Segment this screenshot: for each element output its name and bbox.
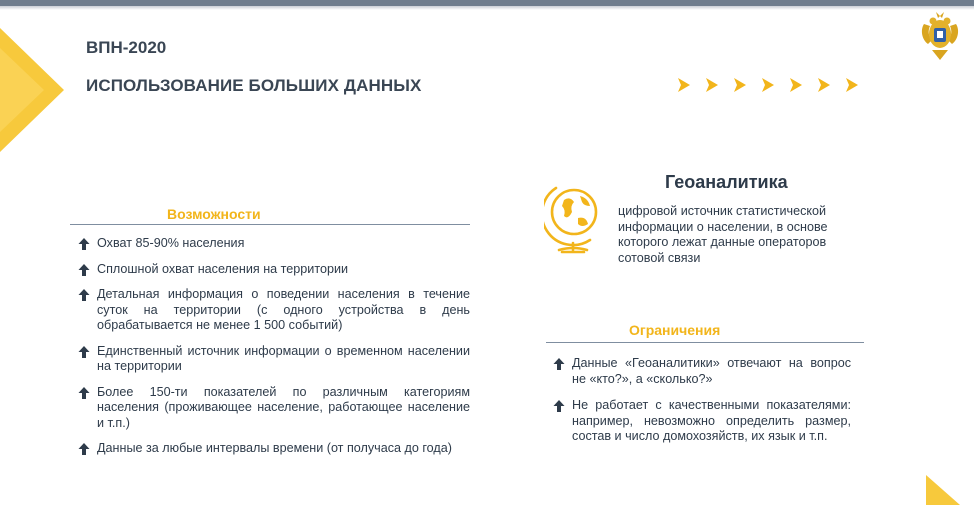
chevron-right-icon	[678, 78, 690, 92]
list-item-text: Детальная информация о поведении населения в течение суток на территории (с одного устройства в день обрабатывается не менее 1 500 событий)	[97, 287, 470, 332]
arrow-up-icon	[78, 346, 90, 358]
list-item-text: Более 150-ти показателей по различным категориям населения (проживающее население, работающее население и т.п.)	[97, 384, 470, 430]
arrow-up-icon	[78, 238, 90, 250]
corner-triangle-decoration	[0, 28, 64, 152]
list-item-text: Сплошной охват населения на территории	[97, 261, 349, 276]
arrow-up-icon	[78, 289, 90, 301]
list-item	[553, 356, 851, 387]
chevron-right-icon	[734, 78, 746, 92]
list-item	[78, 236, 470, 252]
list-item-text: Данные «Геоаналитики» отвечают на вопрос не «кто?», а «сколько?»	[572, 356, 851, 386]
chevron-right-icon	[790, 78, 802, 92]
list-item	[78, 344, 470, 375]
geoanalytics-description: цифровой источник статистической информации о населении, в основе которого лежат данные операторов сотовой связи	[618, 204, 828, 265]
list-item	[78, 385, 470, 432]
page-subtitle: ИСПОЛЬЗОВАНИЕ БОЛЬШИХ ДАННЫХ	[86, 76, 422, 95]
arrow-up-icon	[78, 264, 90, 276]
corner-triangle-decoration	[926, 475, 960, 505]
arrow-up-icon	[78, 387, 90, 399]
list-item	[78, 287, 470, 334]
chevron-right-icon	[762, 78, 774, 92]
arrow-up-icon	[553, 358, 565, 370]
arrow-up-icon	[553, 400, 565, 412]
list-item	[553, 398, 851, 445]
top-bar-shadow	[0, 6, 974, 10]
possibilities-divider	[70, 224, 470, 225]
chevron-decoration-row	[678, 78, 858, 92]
page-title: ВПН-2020	[86, 38, 167, 57]
list-item-text: Охват 85-90% населения	[97, 236, 245, 250]
coat-of-arms-icon	[918, 10, 962, 62]
possibilities-list	[78, 236, 470, 457]
limitations-divider	[546, 342, 864, 343]
limitations-list	[553, 356, 851, 445]
possibilities-heading: Возможности	[167, 206, 261, 222]
chevron-right-icon	[846, 78, 858, 92]
list-item-text: Не работает с качественными показателями: например, невозможно определить размер, состав и число домохозяйств, их язык и т.п.	[572, 398, 851, 443]
geoanalytics-title: Геоаналитика	[665, 172, 788, 192]
list-item	[78, 441, 470, 457]
chevron-right-icon	[706, 78, 718, 92]
arrow-up-icon	[78, 443, 90, 455]
chevron-right-icon	[818, 78, 830, 92]
list-item	[78, 262, 470, 278]
globe-icon	[544, 180, 606, 258]
list-item-text: Единственный источник информации о временном населении на территории	[97, 343, 470, 373]
limitations-heading: Ограничения	[629, 322, 721, 338]
list-item-text: Данные за любые интервалы времени (от получаса до года)	[97, 441, 452, 455]
